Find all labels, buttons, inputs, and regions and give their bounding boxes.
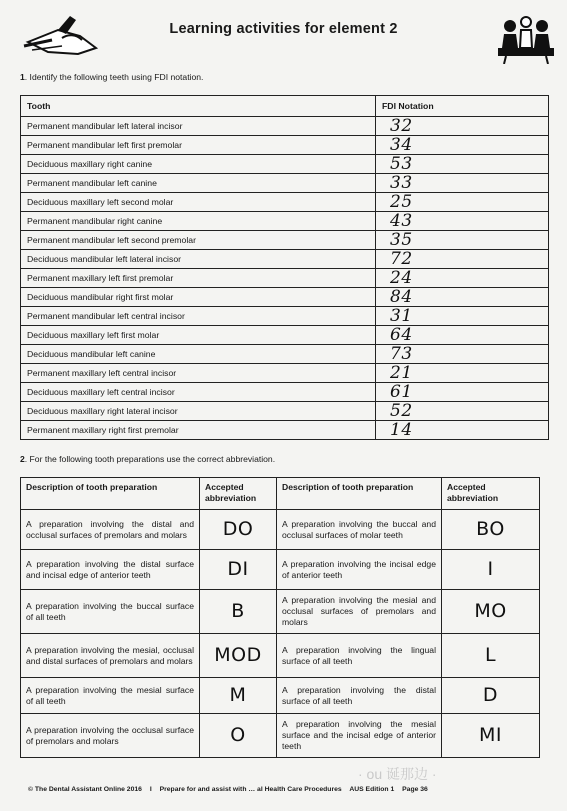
preparation-description-cell: A preparation involving the distal surface of all teeth bbox=[277, 678, 442, 714]
preparation-description-cell: A preparation involving the lingual surface of all teeth bbox=[277, 634, 442, 678]
column-header-abbreviation: Accepted abbreviation bbox=[200, 478, 277, 510]
table-row bbox=[21, 402, 549, 421]
tooth-name-cell: Deciduous mandibular left canine bbox=[21, 345, 376, 364]
table-row bbox=[21, 383, 549, 402]
fdi-answer-cell: 53 bbox=[376, 155, 549, 174]
abbreviation-answer-cell: M bbox=[200, 678, 277, 714]
table-row bbox=[21, 155, 549, 174]
table-header-row bbox=[21, 96, 549, 117]
table-row bbox=[21, 326, 549, 345]
fdi-answer-cell: 14 bbox=[376, 421, 549, 440]
question-2-prompt bbox=[20, 454, 275, 464]
preparation-description-cell: A preparation involving the buccal and occlusal surfaces of molar teeth bbox=[277, 510, 442, 550]
preparation-description-cell: A preparation involving the mesial and occlusal surfaces of premolars and molars bbox=[277, 590, 442, 634]
question-text: . Identify the following teeth using FDI notation. bbox=[24, 72, 204, 82]
tooth-name-cell: Permanent mandibular left canine bbox=[21, 174, 376, 193]
footer-course: Prepare for and assist with … al Health Care Procedures bbox=[159, 786, 342, 793]
table-row bbox=[21, 212, 549, 231]
fdi-answer-cell: 33 bbox=[376, 174, 549, 193]
table-row bbox=[21, 193, 549, 212]
tooth-name-cell: Deciduous maxillary left second molar bbox=[21, 193, 376, 212]
tooth-name-cell: Deciduous maxillary left central incisor bbox=[21, 383, 376, 402]
preparation-description-cell: A preparation involving the mesial surface of all teeth bbox=[21, 678, 200, 714]
footer-separator: I bbox=[149, 786, 152, 793]
abbreviation-answer-cell: D bbox=[442, 678, 540, 714]
tooth-name-cell: Permanent maxillary left first premolar bbox=[21, 269, 376, 288]
footer-edition: AUS Edition 1 bbox=[349, 786, 395, 793]
page-title: Learning activities for element 2 bbox=[169, 21, 398, 37]
table-row bbox=[21, 364, 549, 383]
fdi-answer-cell: 64 bbox=[376, 326, 549, 345]
table-row bbox=[21, 174, 549, 193]
tooth-name-cell: Permanent maxillary right first premolar bbox=[21, 421, 376, 440]
table-row bbox=[21, 117, 549, 136]
table-row bbox=[21, 345, 549, 364]
question-number: 2 bbox=[20, 454, 25, 464]
preparation-description-cell: A preparation involving the occlusal surface of premolars and molars bbox=[21, 714, 200, 758]
question-1-prompt bbox=[20, 72, 203, 82]
fdi-answer-cell: 32 bbox=[376, 117, 549, 136]
preparation-description-cell: A preparation involving the incisal edge of anterior teeth bbox=[277, 550, 442, 590]
abbreviation-answer-cell: O bbox=[200, 714, 277, 758]
fdi-answer-cell: 84 bbox=[376, 288, 549, 307]
table-row bbox=[21, 634, 540, 678]
tooth-name-cell: Deciduous maxillary right lateral incisor bbox=[21, 402, 376, 421]
abbreviation-answer-cell: MI bbox=[442, 714, 540, 758]
table-row bbox=[21, 678, 540, 714]
table-row bbox=[21, 250, 549, 269]
tooth-name-cell: Deciduous mandibular left lateral incisor bbox=[21, 250, 376, 269]
table-row bbox=[21, 510, 540, 550]
fdi-answer-cell: 35 bbox=[376, 231, 549, 250]
fdi-notation-table bbox=[20, 95, 549, 440]
fdi-answer-cell: 34 bbox=[376, 136, 549, 155]
question-text: . For the following tooth preparations use the correct abbreviation. bbox=[24, 454, 276, 464]
question-number: 1 bbox=[20, 72, 25, 82]
column-header-tooth: Tooth bbox=[21, 96, 376, 117]
table-row bbox=[21, 307, 549, 326]
preparation-description-cell: A preparation involving the distal surface and incisal edge of anterior teeth bbox=[21, 550, 200, 590]
fdi-answer-cell: 43 bbox=[376, 212, 549, 231]
tooth-name-cell: Permanent mandibular left second premolar bbox=[21, 231, 376, 250]
table-row bbox=[21, 136, 549, 155]
column-header-fdi: FDI Notation bbox=[376, 96, 549, 117]
footer-page-number: Page 36 bbox=[402, 786, 428, 793]
fdi-answer-cell: 24 bbox=[376, 269, 549, 288]
abbreviation-answer-cell: MOD bbox=[200, 634, 277, 678]
fdi-answer-cell: 25 bbox=[376, 193, 549, 212]
tooth-name-cell: Deciduous maxillary right canine bbox=[21, 155, 376, 174]
table-row bbox=[21, 288, 549, 307]
table-row bbox=[21, 421, 549, 440]
preparation-description-cell: A preparation involving the mesial surface and the incisal edge of anterior teeth bbox=[277, 714, 442, 758]
table-row bbox=[21, 550, 540, 590]
column-header-description-2: Description of tooth preparation bbox=[277, 478, 442, 510]
fdi-answer-cell: 31 bbox=[376, 307, 549, 326]
tooth-name-cell: Permanent mandibular right canine bbox=[21, 212, 376, 231]
table-row bbox=[21, 269, 549, 288]
group-meeting-icon bbox=[496, 12, 556, 64]
abbreviation-answer-cell: B bbox=[200, 590, 277, 634]
table-row bbox=[21, 714, 540, 758]
abbreviation-answer-cell: DO bbox=[200, 510, 277, 550]
abbreviation-answer-cell: MO bbox=[442, 590, 540, 634]
abbreviation-answer-cell: I bbox=[442, 550, 540, 590]
preparation-description-cell: A preparation involving the mesial, occlusal and distal surfaces of premolars and molars bbox=[21, 634, 200, 678]
table-header-row bbox=[21, 478, 540, 510]
tooth-name-cell: Permanent mandibular left first premolar bbox=[21, 136, 376, 155]
abbreviation-answer-cell: L bbox=[442, 634, 540, 678]
preparation-description-cell: A preparation involving the buccal surface of all teeth bbox=[21, 590, 200, 634]
tooth-name-cell: Permanent maxillary left central incisor bbox=[21, 364, 376, 383]
fdi-answer-cell: 73 bbox=[376, 345, 549, 364]
abbreviation-answer-cell: BO bbox=[442, 510, 540, 550]
page-footer bbox=[28, 786, 548, 793]
fdi-answer-cell: 72 bbox=[376, 250, 549, 269]
tooth-name-cell: Permanent mandibular left central incisor bbox=[21, 307, 376, 326]
abbreviation-answer-cell: DI bbox=[200, 550, 277, 590]
watermark: · ou 诞那边 · bbox=[358, 766, 437, 782]
preparation-abbreviation-table bbox=[20, 477, 540, 758]
tooth-name-cell: Deciduous maxillary left first molar bbox=[21, 326, 376, 345]
footer-copyright: © The Dental Assistant Online 2016 bbox=[28, 786, 142, 793]
preparation-description-cell: A preparation involving the distal and occlusal surfaces of premolars and molars bbox=[21, 510, 200, 550]
fdi-answer-cell: 21 bbox=[376, 364, 549, 383]
tooth-name-cell: Permanent mandibular left lateral incisor bbox=[21, 117, 376, 136]
fdi-answer-cell: 52 bbox=[376, 402, 549, 421]
tooth-name-cell: Deciduous mandibular right first molar bbox=[21, 288, 376, 307]
column-header-abbreviation-2: Accepted abbreviation bbox=[442, 478, 540, 510]
column-header-description: Description of tooth preparation bbox=[21, 478, 200, 510]
table-row bbox=[21, 590, 540, 634]
fdi-answer-cell: 61 bbox=[376, 383, 549, 402]
table-row bbox=[21, 231, 549, 250]
